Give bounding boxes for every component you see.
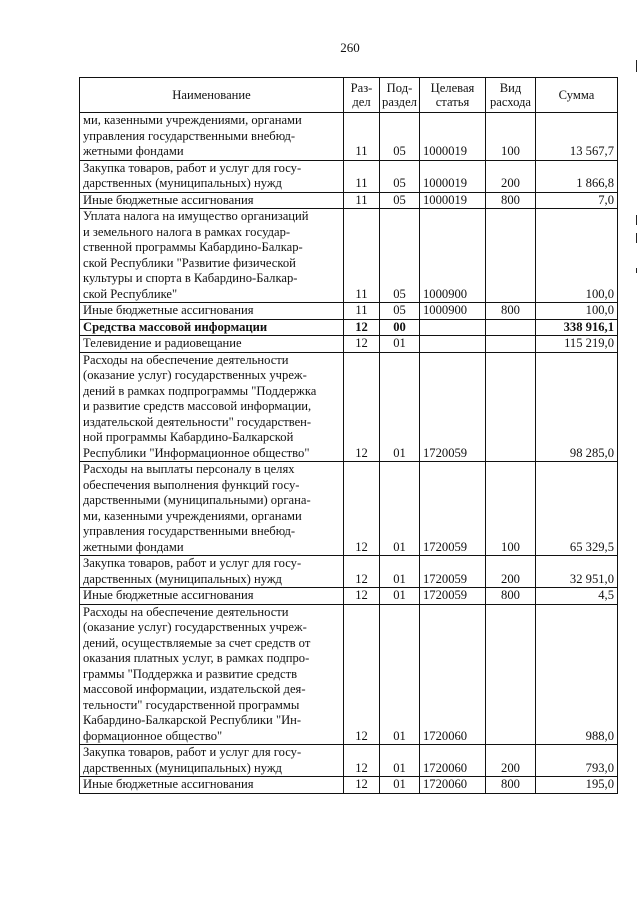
- table-row: [80, 336, 618, 353]
- cell-statya: 1000900: [420, 303, 486, 320]
- cell-vid: [486, 352, 536, 462]
- cell-vid: 200: [486, 745, 536, 777]
- cell-summa: 338 916,1: [536, 319, 618, 336]
- cell-name: Расходы на выплаты персоналу в целях обеспечения выполнения функций госу- дарственными (муниципальными) органа- ми, казенными учреждениями, органами управления государственными внебюд- жетными фондами: [80, 462, 344, 556]
- cell-statya: 1720060: [420, 604, 486, 745]
- cell-summa: 4,5: [536, 588, 618, 605]
- cell-name: Средства массовой информации: [80, 319, 344, 336]
- cell-statya: 1720059: [420, 352, 486, 462]
- cell-statya: 1000900: [420, 209, 486, 303]
- cell-razdel: 12: [344, 777, 380, 794]
- table-row: [80, 352, 618, 462]
- cell-vid: [486, 604, 536, 745]
- cell-name: Расходы на обеспечение деятельности (оказание услуг) государственных учреж- дений в рамках подпрограммы "Поддержка и развитие средств массовой информации, издательской деятельности" государствен- ной программы Кабардино-Балкарской Республики "Информационное общество": [80, 352, 344, 462]
- table-row: [80, 192, 618, 209]
- cell-razdel: 11: [344, 209, 380, 303]
- header-razdel: Раз- дел: [344, 78, 380, 113]
- table-row: [80, 556, 618, 588]
- cell-razdel: 11: [344, 192, 380, 209]
- table-row: [80, 777, 618, 794]
- cell-razdel: 12: [344, 556, 380, 588]
- cell-name: Расходы на обеспечение деятельности (оказание услуг) государственных учреж- дений, осуществляемые за счет средств от оказания платных услуг, в рамках подпро- граммы "Поддержка и развитие средств массовой информации, издательской дея- тельности" государственной программы Кабардино-Балкарской Республики "Ин- формационное общество": [80, 604, 344, 745]
- margin-mark: [636, 233, 637, 243]
- cell-statya: 1720059: [420, 556, 486, 588]
- cell-vid: 100: [486, 113, 536, 161]
- cell-razdel: 12: [344, 352, 380, 462]
- cell-statya: [420, 336, 486, 353]
- cell-name: Иные бюджетные ассигнования: [80, 303, 344, 320]
- cell-name: Телевидение и радиовещание: [80, 336, 344, 353]
- cell-vid: [486, 209, 536, 303]
- cell-razdel: 12: [344, 319, 380, 336]
- cell-podrazdel: 01: [380, 462, 420, 556]
- cell-vid: 200: [486, 160, 536, 192]
- cell-podrazdel: 01: [380, 777, 420, 794]
- cell-podrazdel: 05: [380, 303, 420, 320]
- cell-statya: 1720060: [420, 777, 486, 794]
- margin-mark: [636, 268, 637, 273]
- table-row: [80, 113, 618, 161]
- cell-summa: 13 567,7: [536, 113, 618, 161]
- table-row: [80, 745, 618, 777]
- cell-summa: 793,0: [536, 745, 618, 777]
- cell-vid: [486, 336, 536, 353]
- cell-statya: [420, 319, 486, 336]
- table-body: [80, 113, 618, 794]
- cell-vid: 800: [486, 777, 536, 794]
- cell-name: Уплата налога на имущество организаций и земельного налога в рамках государ- ственной программы Кабардино-Балкар- ской Республики "Развитие физической культуры и спорта в Кабардино-Балкар- ской Республике": [80, 209, 344, 303]
- cell-statya: 1720060: [420, 745, 486, 777]
- cell-summa: 98 285,0: [536, 352, 618, 462]
- cell-podrazdel: 01: [380, 745, 420, 777]
- cell-summa: 100,0: [536, 303, 618, 320]
- cell-summa: 988,0: [536, 604, 618, 745]
- cell-razdel: 11: [344, 113, 380, 161]
- cell-razdel: 11: [344, 303, 380, 320]
- table-row: [80, 588, 618, 605]
- cell-podrazdel: 05: [380, 209, 420, 303]
- header-vid: Вид расхода: [486, 78, 536, 113]
- cell-vid: 200: [486, 556, 536, 588]
- cell-statya: 1000019: [420, 160, 486, 192]
- cell-podrazdel: 05: [380, 192, 420, 209]
- cell-summa: 195,0: [536, 777, 618, 794]
- cell-podrazdel: 01: [380, 588, 420, 605]
- table-row: [80, 462, 618, 556]
- cell-podrazdel: 01: [380, 604, 420, 745]
- cell-summa: 65 329,5: [536, 462, 618, 556]
- cell-razdel: 12: [344, 336, 380, 353]
- cell-podrazdel: 01: [380, 336, 420, 353]
- cell-razdel: 12: [344, 604, 380, 745]
- cell-statya: 1000019: [420, 113, 486, 161]
- cell-name: Иные бюджетные ассигнования: [80, 192, 344, 209]
- cell-vid: 800: [486, 192, 536, 209]
- margin-mark: [636, 60, 637, 72]
- header-summa: Сумма: [536, 78, 618, 113]
- cell-statya: 1720059: [420, 462, 486, 556]
- cell-vid: 800: [486, 303, 536, 320]
- table-header-row: [80, 78, 618, 113]
- cell-razdel: 12: [344, 462, 380, 556]
- cell-summa: 32 951,0: [536, 556, 618, 588]
- cell-statya: 1720059: [420, 588, 486, 605]
- cell-name: ми, казенными учреждениями, органами управления государственными внебюд- жетными фондами: [80, 113, 344, 161]
- table-row: [80, 209, 618, 303]
- header-name: Наименование: [80, 78, 344, 113]
- cell-podrazdel: 00: [380, 319, 420, 336]
- cell-name: Закупка товаров, работ и услуг для госу- дарственных (муниципальных) нужд: [80, 745, 344, 777]
- cell-name: Иные бюджетные ассигнования: [80, 588, 344, 605]
- cell-statya: 1000019: [420, 192, 486, 209]
- table-row: [80, 319, 618, 336]
- cell-summa: 1 866,8: [536, 160, 618, 192]
- cell-vid: 100: [486, 462, 536, 556]
- table-row: [80, 303, 618, 320]
- header-podrazdel: Под- раздел: [380, 78, 420, 113]
- cell-podrazdel: 05: [380, 160, 420, 192]
- cell-name: Закупка товаров, работ и услуг для госу- дарственных (муниципальных) нужд: [80, 556, 344, 588]
- table-row: [80, 604, 618, 745]
- page-number: 260: [340, 40, 360, 55]
- cell-name: Иные бюджетные ассигнования: [80, 777, 344, 794]
- cell-podrazdel: 05: [380, 113, 420, 161]
- cell-summa: 100,0: [536, 209, 618, 303]
- margin-mark: [636, 215, 637, 225]
- cell-summa: 115 219,0: [536, 336, 618, 353]
- cell-summa: 7,0: [536, 192, 618, 209]
- cell-razdel: 11: [344, 160, 380, 192]
- cell-podrazdel: 01: [380, 352, 420, 462]
- cell-razdel: 12: [344, 588, 380, 605]
- cell-razdel: 12: [344, 745, 380, 777]
- cell-name: Закупка товаров, работ и услуг для госу- дарственных (муниципальных) нужд: [80, 160, 344, 192]
- cell-podrazdel: 01: [380, 556, 420, 588]
- cell-vid: 800: [486, 588, 536, 605]
- budget-table: [79, 77, 618, 794]
- table-row: [80, 160, 618, 192]
- header-statya: Целевая статья: [420, 78, 486, 113]
- cell-vid: [486, 319, 536, 336]
